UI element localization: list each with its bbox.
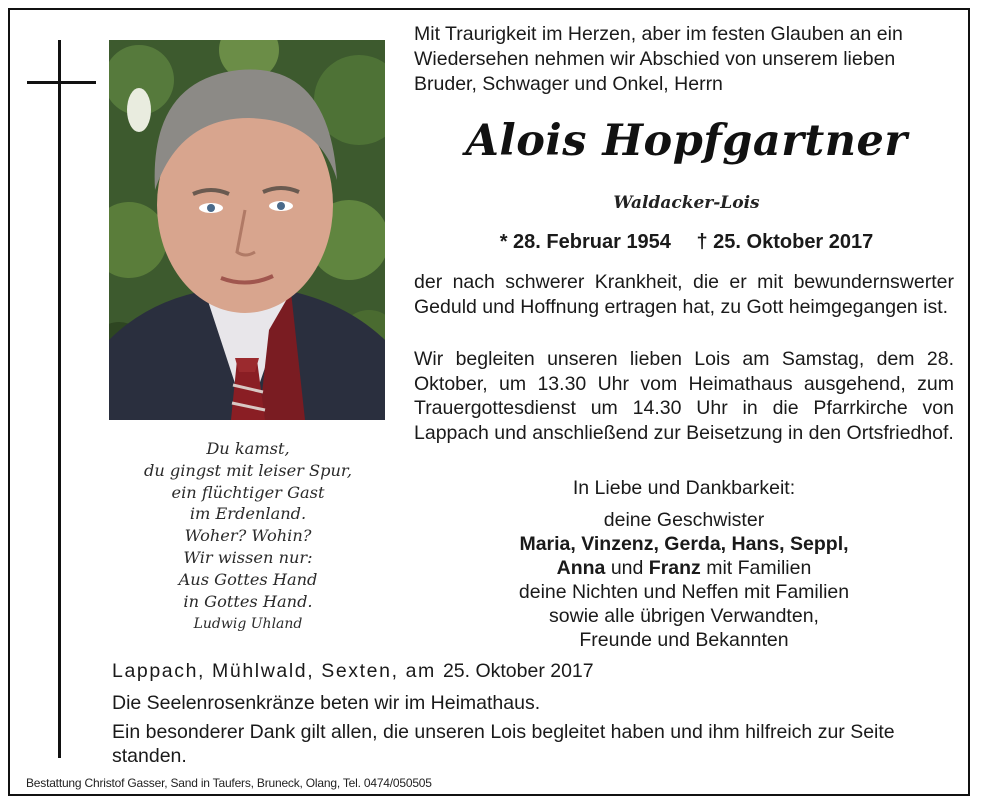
place-date-line (112, 659, 962, 683)
life-dates (414, 231, 959, 254)
thanks-line: In Liebe und Dankbarkeit: (572, 477, 796, 499)
poem (120, 438, 376, 636)
deceased-name: Alois Hopfgartner (465, 116, 908, 166)
family-block (414, 476, 954, 652)
sibling-franz: Franz (648, 557, 701, 579)
death-date: † 25. Oktober 2017 (696, 231, 874, 253)
siblings-intro: deine Geschwister (603, 509, 765, 531)
and-word: und (610, 557, 644, 579)
portrait-photo (109, 40, 385, 420)
siblings-names-2 (414, 556, 954, 580)
birth-date: * 28. Februar 1954 (499, 231, 671, 253)
sibling-anna: Anna (556, 557, 606, 579)
poem-line: du gingst mit leiser Spur, (143, 460, 353, 480)
siblings-names: Maria, Vinzenz, Gerda, Hans, Seppl, (519, 533, 849, 555)
deceased-nickname: Waldacker-Lois (613, 193, 760, 213)
poem-line: in Gottes Hand. (183, 591, 313, 611)
poem-author: Ludwig Uhland (193, 616, 303, 633)
nieces-line: deine Nichten und Neffen mit Familien (518, 581, 850, 603)
poem-line: im Erdenland. (189, 504, 307, 524)
with-families: mit Familien (706, 557, 812, 579)
rosary-line: Die Seelenrosenkränze beten wir im Heimathaus. (112, 692, 541, 714)
poem-line: ein flüchtiger Gast (171, 482, 325, 502)
poem-line: Wir wissen nur: (183, 547, 313, 567)
poem-line: Du kamst, (206, 439, 290, 458)
gratitude-line: Ein besonderer Dank gilt allen, die unseren Lois begleitet haben und ihm hilfreich zur Seite standen. (112, 721, 895, 767)
paragraph-illness: der nach schwerer Krankheit, die er mit bewundernswerter Geduld und Hoffnung ertragen hat, zu Gott heimgegangen ist. (414, 271, 954, 318)
place-text: Lappach, Mühlwald, Sexten, am (112, 660, 436, 682)
cross-icon-horizontal (27, 81, 96, 84)
friends-line: Freunde und Bekannten (579, 629, 789, 651)
intro-text: Mit Traurigkeit im Herzen, aber im festen Glauben an ein Wiedersehen nehmen wir Abschied von unserem lieben Bruder, Schwager und Onkel, Herrn (414, 23, 903, 95)
funeral-home-footer: Bestattung Christof Gasser, Sand in Taufers, Bruneck, Olang, Tel. 0474/050505 (26, 776, 432, 790)
cross-icon-vertical (58, 40, 61, 758)
paragraph-funeral: Wir begleiten unseren lieben Lois am Samstag, dem 28. Oktober, um 13.30 Uhr vom Heimathaus ausgehend, zum Trauergottesdienst um 14.30 Uhr in die Pfarrkirche von Lappach und anschließend zur Beisetzung in den Ortsfriedhof. (414, 348, 954, 444)
place-date: 25. Oktober 2017 (442, 660, 594, 682)
relatives-line: sowie alle übrigen Verwandten, (549, 605, 819, 627)
poem-line: Woher? Wohin? (184, 526, 312, 546)
poem-line: Aus Gottes Hand (178, 569, 318, 589)
